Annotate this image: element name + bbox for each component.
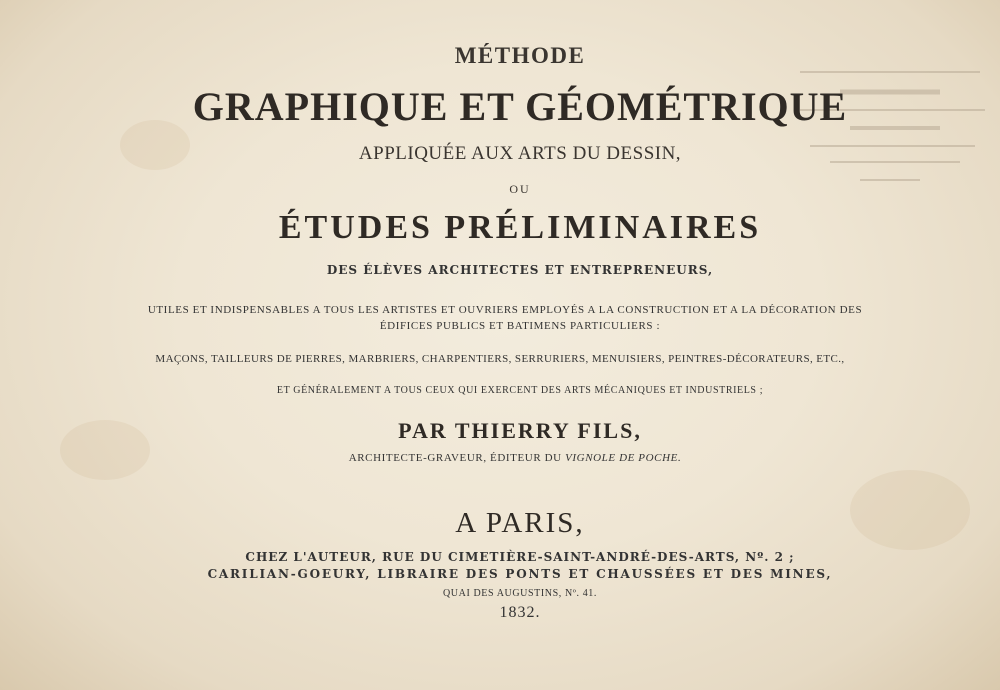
author-name: PAR THIERRY FILS, xyxy=(398,418,642,443)
subtitle-applied: APPLIQUÉE AUX ARTS DU DESSIN, xyxy=(358,143,682,164)
trades-list: MAÇONS, TAILLEURS DE PIERRES, MARBRIERS, CHARPENTIERS, SERRURIERS, MENUISIERS, PEINTRES-DÉCORATEURS, ETC., xyxy=(155,353,845,365)
publication-year: 1832. xyxy=(499,604,541,621)
author-role xyxy=(0,452,1000,464)
general-audience-line: ET GÉNÉRALEMENT A TOUS CEUX QUI EXERCENT DES ARTS MÉCANIQUES ET INDUSTRIELS ; xyxy=(276,385,764,396)
second-title: ÉTUDES PRÉLIMINAIRES xyxy=(278,209,762,246)
publisher-line-2: CARILIAN-GOEURY, LIBRAIRE DES PONTS ET CHAUSSÉES ET DES MINES, xyxy=(207,567,833,581)
audience-line: DES ÉLÈVES ARCHITECTES ET ENTREPRENEURS, xyxy=(326,263,714,277)
useful-line-2: ÉDIFICES PUBLICS ET BATIMENS PARTICULIERS : xyxy=(379,320,661,332)
conjunction-ou: OU xyxy=(509,182,531,196)
imprint-city: A PARIS, xyxy=(455,507,585,539)
author-work-title: VIGNOLE DE POCHE. xyxy=(565,452,682,464)
title-methode: MÉTHODE xyxy=(454,43,586,68)
author-role-text: ARCHITECTE-GRAVEUR, ÉDITEUR DU xyxy=(348,452,566,464)
publisher-address: QUAI DES AUGUSTINS, Nº. 41. xyxy=(442,588,598,599)
main-title: GRAPHIQUE ET GÉOMÉTRIQUE xyxy=(192,84,848,129)
useful-line-1: UTILES ET INDISPENSABLES A TOUS LES ARTISTES ET OUVRIERS EMPLOYÉS A LA CONSTRUCTION ET A LA DÉCORATION DES xyxy=(147,304,863,316)
publisher-line-1: CHEZ L'AUTEUR, RUE DU CIMETIÈRE-SAINT-ANDRÉ-DES-ARTS, Nº. 2 ; xyxy=(245,550,795,564)
